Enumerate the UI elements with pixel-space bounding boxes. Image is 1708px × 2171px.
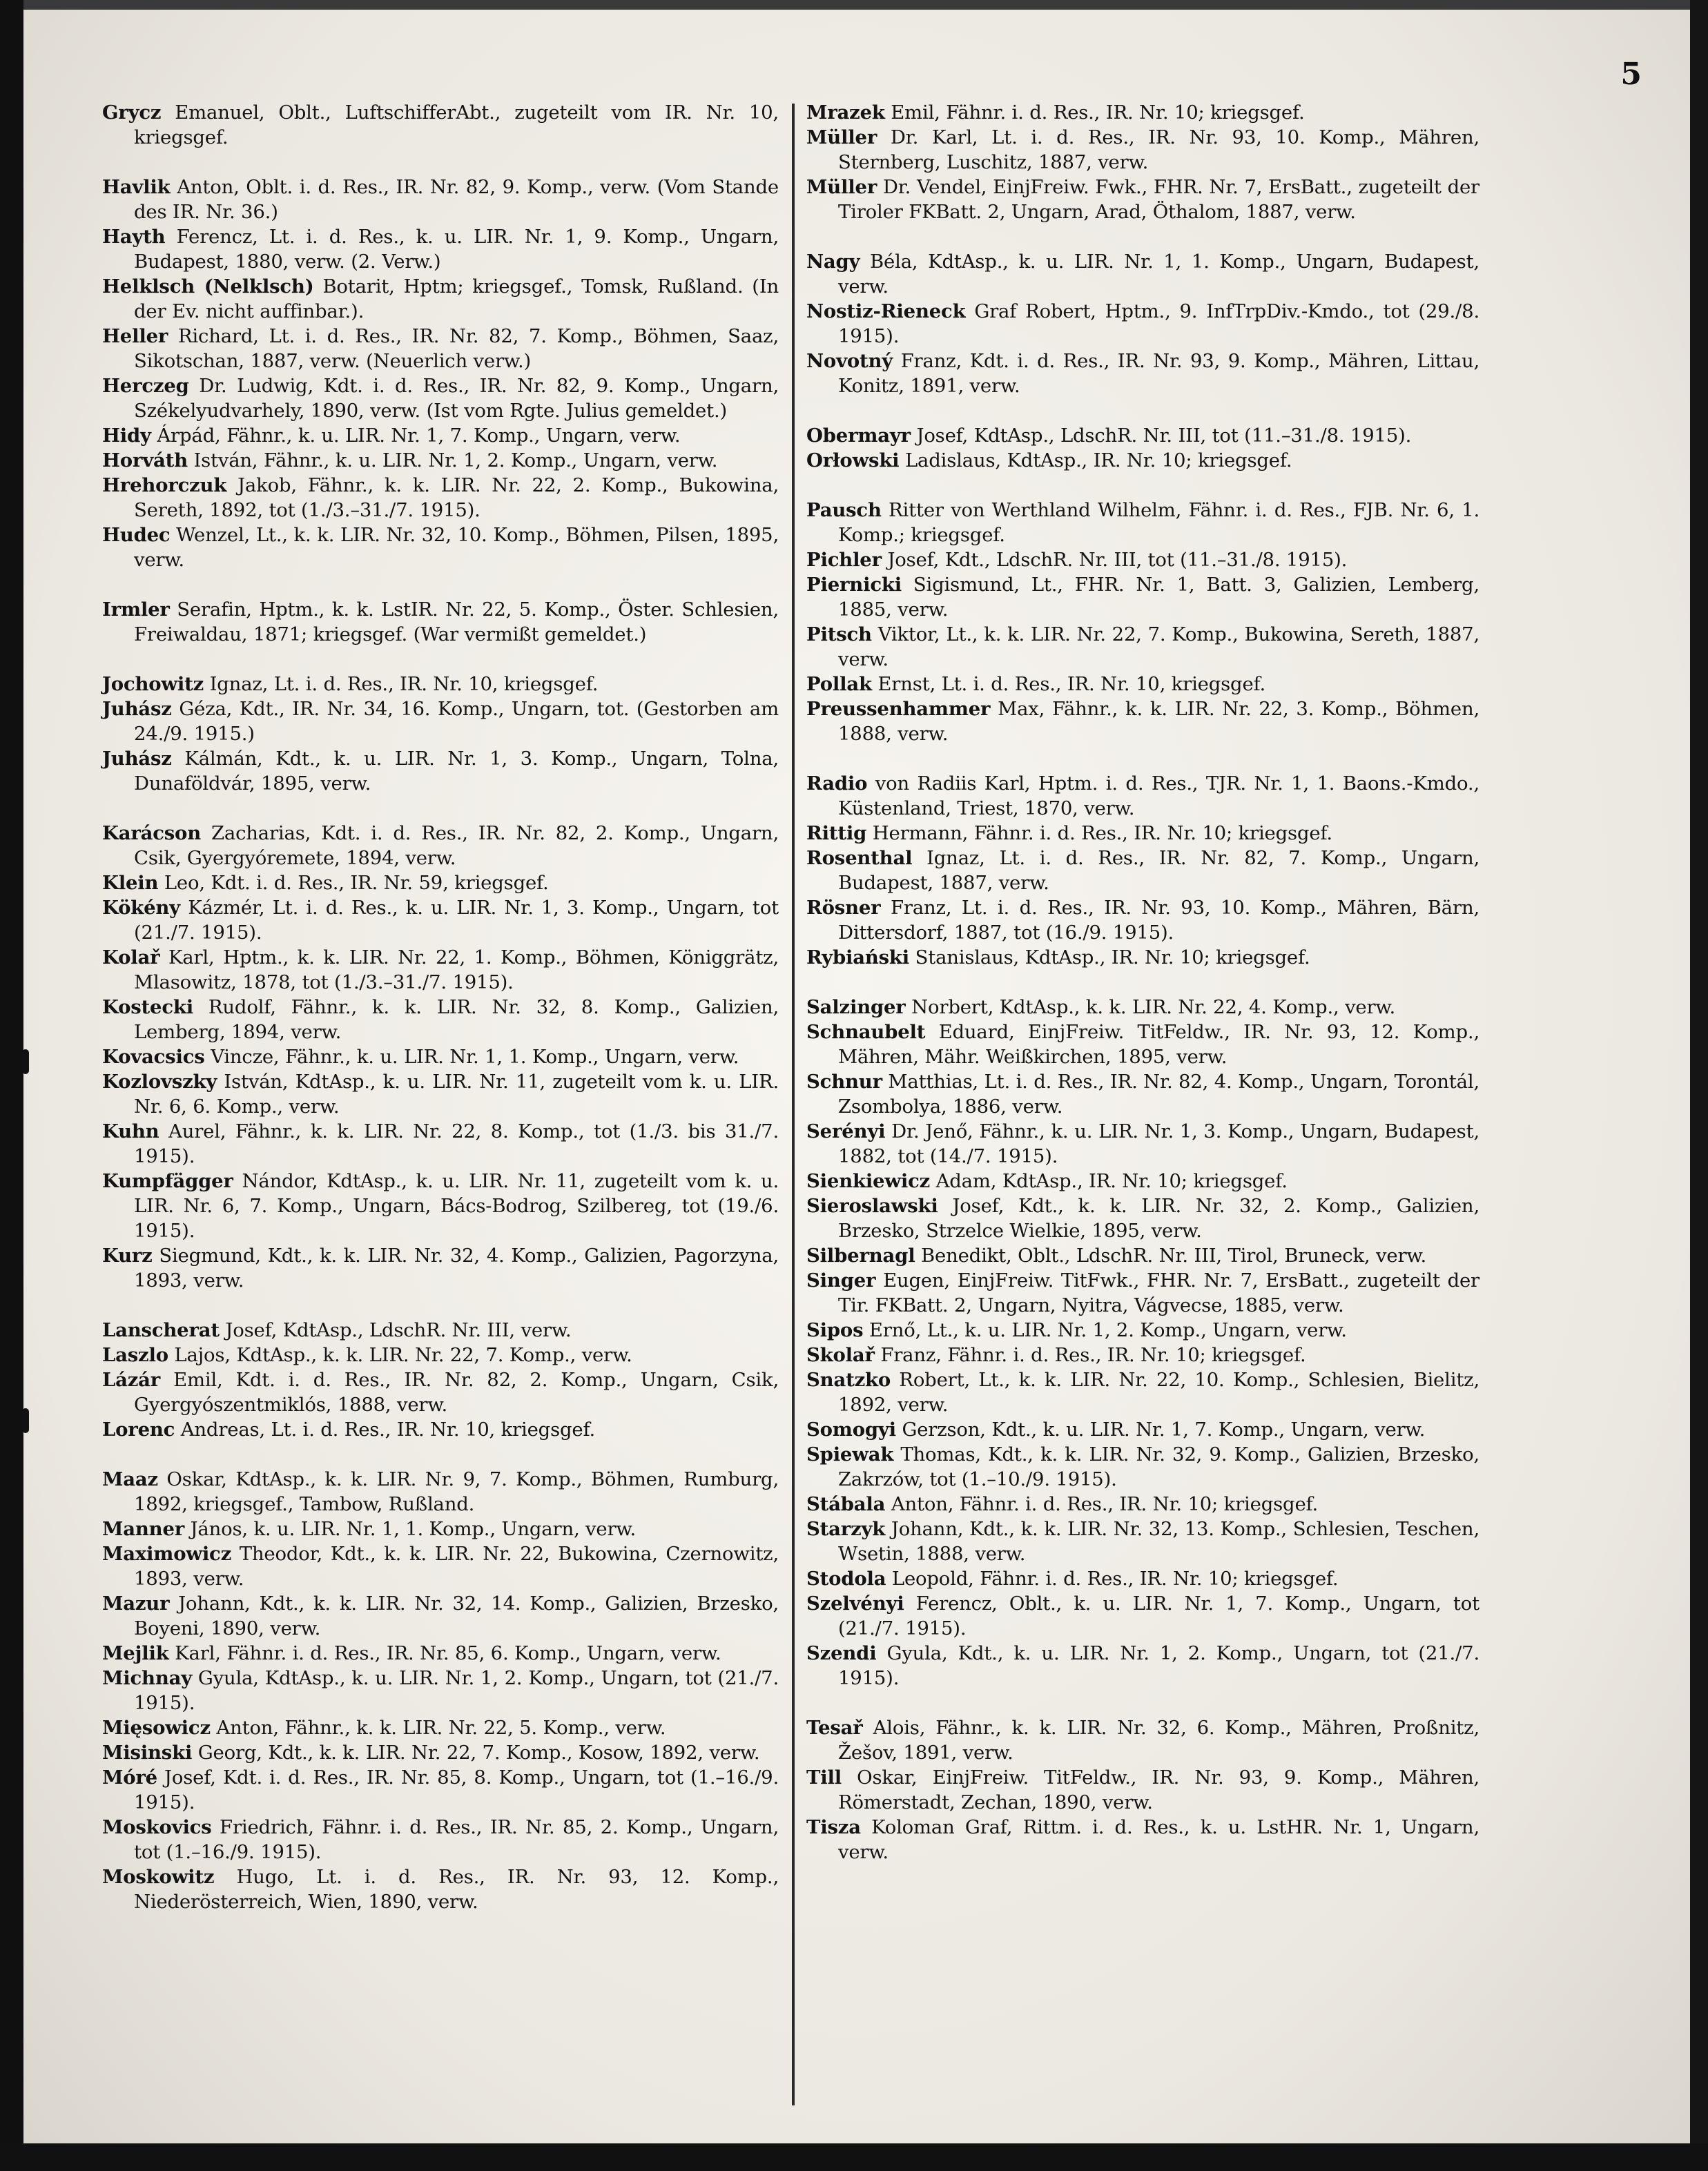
entry-surname: Juhász [102,698,172,720]
list-entry [806,846,1479,895]
entry-details: Anton, Oblt. i. d. Res., IR. Nr. 82, 9. Komp., verw. (Vom Stande des IR. Nr. 36.) [134,176,779,223]
entry-surname: Karácson [102,822,201,844]
entry-surname: Kökény [102,897,180,919]
list-entry [102,1318,779,1343]
entry-surname: Skolař [806,1344,875,1366]
list-entry [806,498,1479,547]
entry-details: Serafin, Hptm., k. k. LstIR. Nr. 22, 5. Komp., Öster. Schlesien, Freiwaldau, 1871; kriegsgef. (War vermißt gemeldet.) [134,598,779,645]
entry-details: Dr. Ludwig, Kdt. i. d. Res., IR. Nr. 82, 9. Komp., Ungarn, Székelyudvarhely, 1890, verw. (Ist vom Rgte. Julius gemeldet.) [134,375,779,422]
entry-details: von Radiis Karl, Hptm. i. d. Res., TJR. Nr. 1, 1. Baons.-Kmdo., Küstenland, Triest, 1870, verw. [838,772,1479,819]
entry-details: Gerzson, Kdt., k. u. LIR. Nr. 1, 7. Komp., Ungarn, verw. [895,1419,1426,1441]
list-entry [806,771,1479,821]
entry-surname: Mięsowicz [102,1717,211,1739]
list-entry [102,1765,779,1815]
entry-surname: Serényi [806,1120,886,1142]
entry-surname: Jochowitz [102,673,204,695]
entry-details: Aurel, Fähnr., k. k. LIR. Nr. 22, 8. Komp., tot (1./3. bis 31./7. 1915). [134,1120,779,1167]
list-entry [102,473,779,523]
entry-details: Béla, KdtAsp., k. u. LIR. Nr. 1, 1. Komp., Ungarn, Budapest, verw. [838,251,1479,298]
entry-details: Vincze, Fähnr., k. u. LIR. Nr. 1, 1. Komp., Ungarn, verw. [204,1046,739,1068]
entry-surname: Mejlik [102,1642,169,1664]
entry-details: Leopold, Fähnr. i. d. Res., IR. Nr. 10; kriegsgef. [886,1568,1339,1590]
entry-details: István, Fähnr., k. u. LIR. Nr. 1, 2. Komp., Ungarn, verw. [187,449,718,471]
entry-surname: Manner [102,1518,185,1540]
entry-surname: Lorenc [102,1419,175,1441]
list-entry [806,1268,1479,1318]
entry-surname: Müller [806,176,877,198]
entry-details: Andreas, Lt. i. d. Res., IR. Nr. 10, kriegsgef. [175,1419,596,1441]
entry-surname: Moskowitz [102,1866,215,1888]
list-entry [102,1666,779,1715]
entry-surname: Salzinger [806,996,906,1018]
entry-details: Oskar, KdtAsp., k. k. LIR. Nr. 9, 7. Komp., Böhmen, Rumburg, 1892, kriegsgef., Tambow, Rußland. [134,1468,779,1515]
right-column [806,100,1479,1865]
entry-details: Franz, Fähnr. i. d. Res., IR. Nr. 10; kriegsgef. [874,1344,1306,1366]
list-entry [806,995,1479,1020]
list-entry [102,274,779,324]
entry-surname: Schnur [806,1071,882,1093]
entry-surname: Hidy [102,425,151,447]
scan-edge-left [0,0,23,2171]
entry-details: Lajos, KdtAsp., k. k. LIR. Nr. 22, 7. Komp., verw. [168,1344,632,1366]
entry-details: Dr. Karl, Lt. i. d. Res., IR. Nr. 93, 10. Komp., Mähren, Sternberg, Luschitz, 1887, verw. [838,126,1479,173]
list-entry [102,995,779,1044]
list-entry [102,1243,779,1293]
list-entry [806,1566,1479,1591]
entry-surname: Hrehorczuk [102,474,227,496]
entry-surname: Rösner [806,897,881,919]
entry-surname: Hudec [102,524,171,546]
entry-details: Josef, Kdt. i. d. Res., IR. Nr. 85, 8. Komp., Ungarn, tot (1.–16./9. 1915). [134,1766,779,1813]
entry-surname: Mrazek [806,101,885,124]
entry-details: Hermann, Fähnr. i. d. Res., IR. Nr. 10; kriegsgef. [866,822,1332,844]
list-entry [102,697,779,746]
entry-surname: Michnay [102,1667,193,1689]
entry-details: Adam, KdtAsp., IR. Nr. 10; kriegsgef. [930,1170,1288,1192]
entry-surname: Starzyk [806,1518,886,1540]
entry-surname: Kolař [102,946,160,968]
entry-surname: Preussenhammer [806,698,991,720]
entry-details: Franz, Lt. i. d. Res., IR. Nr. 93, 10. Komp., Mähren, Bärn, Dittersdorf, 1887, tot (16./9. 1915). [838,897,1479,944]
entry-details: Gyula, KdtAsp., k. u. LIR. Nr. 1, 2. Komp., Ungarn, tot (21./7. 1915). [134,1667,779,1714]
list-entry [102,1541,779,1591]
list-entry [102,895,779,945]
list-entry [806,697,1479,746]
entry-surname: Grycz [102,101,162,124]
entry-surname: Pitsch [806,623,872,645]
entry-details: Sigismund, Lt., FHR. Nr. 1, Batt. 3, Galizien, Lemberg, 1885, verw. [838,574,1479,621]
binding-hole [22,1408,29,1433]
entry-surname: Laszlo [102,1344,168,1366]
entry-surname: Singer [806,1269,876,1292]
list-entry [806,1765,1479,1815]
entry-surname: Till [806,1766,842,1789]
list-entry [806,1243,1479,1268]
list-entry [102,224,779,274]
list-entry [102,1069,779,1119]
entry-details: Wenzel, Lt., k. k. LIR. Nr. 32, 10. Komp., Böhmen, Pilsen, 1895, verw. [134,524,779,571]
list-entry [102,373,779,423]
scan-edge-top [0,0,1708,10]
entry-details: Norbert, KdtAsp., k. k. LIR. Nr. 22, 4. Komp., verw. [905,996,1396,1018]
entry-surname: Nagy [806,251,860,273]
entry-surname: Rittig [806,822,867,844]
list-entry [102,175,779,224]
entry-surname: Lanscherat [102,1319,220,1341]
entry-details: Dr. Vendel, EinjFreiw. Fwk., FHR. Nr. 7, ErsBatt., zugeteilt der Tiroler FKBatt. 2, Ungarn, Arad, Öthalom, 1887, verw. [838,176,1479,223]
entry-surname: Snatzko [806,1369,891,1391]
entry-surname: Spiewak [806,1443,894,1466]
list-entry [806,349,1479,398]
list-entry [102,1740,779,1765]
entry-details: Ernst, Lt. i. d. Res., IR. Nr. 10, kriegsgef. [871,673,1266,695]
list-entry [102,523,779,572]
entry-details: Matthias, Lt. i. d. Res., IR. Nr. 82, 4. Komp., Ungarn, Torontál, Zsombolya, 1886, verw. [838,1071,1479,1118]
list-entry [806,100,1479,125]
left-column [102,100,779,1914]
entry-surname: Horváth [102,449,188,471]
list-entry [806,1591,1479,1641]
column-divider [792,104,795,2105]
list-entry [806,423,1479,448]
entry-details: Jakob, Fähnr., k. k. LIR. Nr. 22, 2. Komp., Bukowina, Sereth, 1892, tot (1./3.–31./7. 1915). [134,474,779,521]
entry-details: Ritter von Werthland Wilhelm, Fähnr. i. d. Res., FJB. Nr. 6, 1. Komp.; kriegsgef. [838,499,1479,546]
list-entry [102,1517,779,1541]
entry-details: Max, Fähnr., k. k. LIR. Nr. 22, 3. Komp., Böhmen, 1888, verw. [838,698,1479,745]
entry-details: Benedikt, Oblt., LdschR. Nr. III, Tirol, Bruneck, verw. [915,1245,1427,1267]
entry-surname: Tesař [806,1717,863,1739]
entry-details: Karl, Fähnr. i. d. Res., IR. Nr. 85, 6. Komp., Ungarn, verw. [168,1642,721,1664]
list-entry [102,1417,779,1442]
entry-surname: Somogyi [806,1419,896,1441]
entry-surname: Stábala [806,1493,886,1515]
entry-details: Gyula, Kdt., k. u. LIR. Nr. 1, 2. Komp., Ungarn, tot (21./7. 1915). [838,1642,1479,1689]
entry-surname: Kozlovszky [102,1071,217,1093]
entry-details: Eduard, EinjFreiw. TitFeldw., IR. Nr. 93, 12. Komp., Mähren, Mähr. Weißkirchen, 1895, verw. [838,1021,1479,1068]
list-entry [806,1715,1479,1765]
list-entry [102,597,779,647]
list-entry [102,1591,779,1641]
entry-details: Nándor, KdtAsp., k. u. LIR. Nr. 11, zugeteilt vom k. u. LIR. Nr. 6, 7. Komp., Ungarn, Bács-Bodrog, Szilbereg, tot (19./6. 1915). [134,1170,779,1242]
list-entry [806,249,1479,299]
entry-details: Johann, Kdt., k. k. LIR. Nr. 32, 13. Komp., Schlesien, Teschen, Wsetin, 1888, verw. [838,1518,1479,1565]
list-entry [806,547,1479,572]
list-entry [806,572,1479,622]
list-entry [806,1442,1479,1492]
entry-surname: Sienkiewicz [806,1170,931,1192]
list-entry [102,1715,779,1740]
list-entry [102,324,779,373]
entry-surname: Pollak [806,673,872,695]
list-entry [806,622,1479,672]
entry-surname: Herczeg [102,375,189,397]
entry-surname: Kuhn [102,1120,159,1142]
list-entry [806,895,1479,945]
entry-surname: Müller [806,126,877,148]
list-entry [806,1119,1479,1169]
entry-surname: Kovacsics [102,1046,205,1068]
entry-details: Ernő, Lt., k. u. LIR. Nr. 1, 2. Komp., Ungarn, verw. [863,1319,1347,1341]
entry-surname: Sipos [806,1319,864,1341]
entry-details: Georg, Kdt., k. k. LIR. Nr. 22, 7. Komp., Kosow, 1892, verw. [192,1742,760,1764]
entry-details: Rudolf, Fähnr., k. k. LIR. Nr. 32, 8. Komp., Galizien, Lemberg, 1894, verw. [134,996,779,1043]
list-entry [806,125,1479,175]
entry-details: Árpád, Fähnr., k. u. LIR. Nr. 1, 7. Komp., Ungarn, verw. [151,425,681,447]
entry-details: Koloman Graf, Rittm. i. d. Res., k. u. LstHR. Nr. 1, Ungarn, verw. [838,1816,1479,1863]
entry-surname: Maximowicz [102,1543,232,1565]
entry-details: Viktor, Lt., k. k. LIR. Nr. 22, 7. Komp., Bukowina, Sereth, 1887, verw. [838,623,1479,670]
entry-details: Kálmán, Kdt., k. u. LIR. Nr. 1, 3. Komp., Ungarn, Tolna, Dunaföldvár, 1895, verw. [134,748,779,795]
entry-details: Johann, Kdt., k. k. LIR. Nr. 32, 14. Komp., Galizien, Brzesko, Boyeni, 1890, verw. [134,1593,779,1639]
entry-surname: Rybiański [806,946,910,968]
entry-details: Josef, KdtAsp., LdschR. Nr. III, tot (11.–31./8. 1915). [910,425,1412,447]
entry-surname: Tisza [806,1816,861,1838]
entry-details: Josef, Kdt., k. k. LIR. Nr. 32, 2. Komp., Galizien, Brzesko, Strzelce Wielkie, 1895, verw. [838,1195,1479,1242]
entry-surname: Móré [102,1766,157,1789]
list-entry [102,672,779,697]
entry-surname: Szendi [806,1642,877,1664]
entry-surname: Obermayr [806,425,911,447]
entry-details: Emanuel, Oblt., LuftschifferAbt., zugeteilt vom IR. Nr. 10, kriegsgef. [134,101,779,148]
entry-details: Eugen, EinjFreiw. TitFwk., FHR. Nr. 7, ErsBatt., zugeteilt der Tir. FKBatt. 2, Ungarn, Nyitra, Vágvecse, 1885, verw. [838,1269,1479,1316]
list-entry [806,1815,1479,1865]
entry-surname: Schnaubelt [806,1021,926,1043]
entry-details: Ignaz, Lt. i. d. Res., IR. Nr. 10, kriegsgef. [204,673,599,695]
page-number: 5 [1620,57,1642,92]
entry-surname: Juhász [102,748,172,770]
entry-details: Robert, Lt., k. k. LIR. Nr. 22, 10. Komp., Schlesien, Bielitz, 1892, verw. [838,1369,1479,1416]
list-entry [102,1467,779,1517]
entry-details: Friedrich, Fähnr. i. d. Res., IR. Nr. 85, 2. Komp., Ungarn, tot (1.–16./9. 1915). [134,1816,779,1863]
entry-details: Richard, Lt. i. d. Res., IR. Nr. 82, 7. Komp., Böhmen, Saaz, Sikotschan, 1887, verw. (Neuerlich verw.) [134,325,779,372]
scan-edge-bottom [0,2143,1708,2171]
list-entry [102,1119,779,1169]
entry-surname: Sieroslawski [806,1195,938,1217]
list-entry [102,1044,779,1069]
list-entry [806,1194,1479,1243]
list-entry [102,945,779,995]
list-entry [806,945,1479,970]
list-entry [806,1367,1479,1417]
list-entry [102,821,779,870]
entry-details: Josef, Kdt., LdschR. Nr. III, tot (11.–31./8. 1915). [881,549,1348,571]
binding-hole [22,1049,29,1074]
list-entry [806,299,1479,349]
entry-surname: Lázár [102,1369,161,1391]
list-entry [102,423,779,448]
entry-details: Ferencz, Oblt., k. u. LIR. Nr. 1, 7. Komp., Ungarn, tot (21./7. 1915). [838,1593,1479,1639]
entry-details: Josef, KdtAsp., LdschR. Nr. III, verw. [219,1319,572,1341]
entry-surname: Nostiz-Rieneck [806,300,966,322]
entry-details: Franz, Kdt. i. d. Res., IR. Nr. 93, 9. Komp., Mähren, Littau, Konitz, 1891, verw. [838,350,1479,397]
list-entry [806,175,1479,224]
entry-surname: Helklsch (Nelklsch) [102,275,314,298]
entry-details: Zacharias, Kdt. i. d. Res., IR. Nr. 82, 2. Komp., Ungarn, Csik, Gyergyóremete, 1894, verw. [134,822,779,869]
list-entry [102,100,779,150]
entry-surname: Szelvényi [806,1593,904,1615]
list-entry [102,1815,779,1865]
list-entry [102,1641,779,1666]
entry-details: Dr. Jenő, Fähnr., k. u. LIR. Nr. 1, 3. Komp., Ungarn, Budapest, 1882, tot (14./7. 1915). [838,1120,1479,1167]
entry-surname: Mazur [102,1593,170,1615]
entry-details: Leo, Kdt. i. d. Res., IR. Nr. 59, kriegsgef. [158,872,549,894]
entry-details: Anton, Fähnr. i. d. Res., IR. Nr. 10; kriegsgef. [885,1493,1319,1515]
list-entry [806,1343,1479,1367]
entry-details: Hugo, Lt. i. d. Res., IR. Nr. 93, 12. Komp., Niederösterreich, Wien, 1890, verw. [134,1866,779,1913]
list-entry [102,870,779,895]
scan-edge-right [1690,0,1708,2171]
list-entry [806,1517,1479,1566]
entry-surname: Piernicki [806,574,902,596]
entry-surname: Orłowski [806,449,900,471]
entry-surname: Silbernagl [806,1245,915,1267]
list-entry [102,1343,779,1367]
entry-surname: Hayth [102,226,166,248]
entry-surname: Pichler [806,549,882,571]
list-entry [806,1169,1479,1194]
entry-surname: Moskovics [102,1816,212,1838]
list-entry [806,448,1479,473]
list-entry [806,672,1479,697]
entry-surname: Heller [102,325,168,347]
list-entry [806,1318,1479,1343]
entry-surname: Maaz [102,1468,158,1490]
entry-details: Stanislaus, KdtAsp., IR. Nr. 10; kriegsgef. [909,946,1310,968]
entry-details: Siegmund, Kdt., k. k. LIR. Nr. 32, 4. Komp., Galizien, Pagorzyna, 1893, verw. [134,1245,779,1292]
entry-details: Emil, Kdt. i. d. Res., IR. Nr. 82, 2. Komp., Ungarn, Csik, Gyergyószentmiklós, 1888, verw. [134,1369,779,1416]
entry-details: Kázmér, Lt. i. d. Res., k. u. LIR. Nr. 1, 3. Komp., Ungarn, tot (21./7. 1915). [134,897,779,944]
entry-details: Ladislaus, KdtAsp., IR. Nr. 10; kriegsgef. [899,449,1292,471]
entry-details: Ferencz, Lt. i. d. Res., k. u. LIR. Nr. 1, 9. Komp., Ungarn, Budapest, 1880, verw. (2. Verw.) [134,226,779,273]
list-entry [806,1020,1479,1069]
entry-details: Ignaz, Lt. i. d. Res., IR. Nr. 82, 7. Komp., Ungarn, Budapest, 1887, verw. [838,847,1479,894]
entry-surname: Kumpfägger [102,1170,233,1192]
entry-details: István, KdtAsp., k. u. LIR. Nr. 11, zugeteilt vom k. u. LIR. Nr. 6, 6. Komp., verw. [134,1071,779,1118]
list-entry [806,1069,1479,1119]
entry-details: Emil, Fähnr. i. d. Res., IR. Nr. 10; kriegsgef. [884,101,1305,124]
entry-surname: Pausch [806,499,882,521]
entry-surname: Klein [102,872,159,894]
entry-details: Karl, Hptm., k. k. LIR. Nr. 22, 1. Komp., Böhmen, Königgrätz, Mlasowitz, 1878, tot (1./3.–31./7. 1915). [134,946,779,993]
entry-details: Géza, Kdt., IR. Nr. 34, 16. Komp., Ungarn, tot. (Gestorben am 24./9. 1915.) [134,698,779,745]
entry-surname: Novotný [806,350,893,372]
list-entry [806,1641,1479,1691]
entry-surname: Misinski [102,1742,193,1764]
list-entry [102,1169,779,1243]
list-entry [102,1367,779,1417]
entry-surname: Havlik [102,176,171,198]
entry-surname: Kurz [102,1245,153,1267]
entry-surname: Kostecki [102,996,193,1018]
list-entry [806,1492,1479,1517]
entry-details: Oskar, EinjFreiw. TitFeldw., IR. Nr. 93, 9. Komp., Mähren, Römerstadt, Zechan, 1890, verw. [838,1766,1479,1813]
entry-details: Graf Robert, Hptm., 9. InfTrpDiv.-Kmdo., tot (29./8. 1915). [838,300,1479,347]
entry-surname: Irmler [102,598,170,621]
list-entry [806,1417,1479,1442]
entry-details: Anton, Fähnr., k. k. LIR. Nr. 22, 5. Komp., verw. [210,1717,666,1739]
entry-details: Theodor, Kdt., k. k. LIR. Nr. 22, Bukowina, Czernowitz, 1893, verw. [134,1543,779,1590]
entry-details: Thomas, Kdt., k. k. LIR. Nr. 32, 9. Komp., Galizien, Brzesko, Zakrzów, tot (1.–10./9. 1915). [838,1443,1479,1490]
list-entry [806,821,1479,846]
entry-surname: Radio [806,772,868,795]
entry-details: Alois, Fähnr., k. k. LIR. Nr. 32, 6. Komp., Mähren, Proßnitz, Žešov, 1891, verw. [838,1717,1479,1764]
list-entry [102,746,779,796]
list-entry [102,448,779,473]
entry-surname: Rosenthal [806,847,913,869]
entry-surname: Stodola [806,1568,886,1590]
list-entry [102,1865,779,1914]
entry-details: János, k. u. LIR. Nr. 1, 1. Komp., Ungarn, verw. [184,1518,637,1540]
entry-details: Botarit, Hptm; kriegsgef., Tomsk, Rußland. (In der Ev. nicht auffinbar.). [134,275,779,322]
